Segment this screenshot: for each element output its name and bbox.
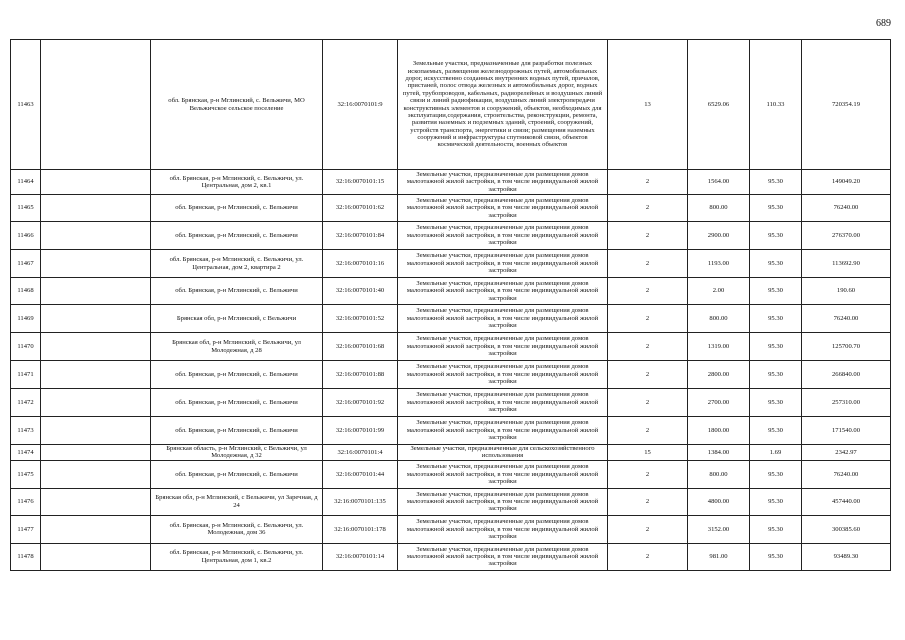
row-number: 11478 bbox=[11, 543, 41, 570]
group-number: 2 bbox=[608, 389, 688, 417]
land-use-type: Земельные участки, предназначенные для размещения домов малоэтажной жилой застройки, в том числе индивидуальной жилой застройки bbox=[398, 305, 608, 333]
land-use-type: Земельные участки, предназначенные для размещения домов малоэтажной жилой застройки, в том числе индивидуальной жилой застройки bbox=[398, 195, 608, 222]
table-row bbox=[11, 40, 891, 170]
area: 800.00 bbox=[688, 195, 750, 222]
cadastral-number: 32:16:0070101:62 bbox=[323, 195, 398, 222]
row-number: 11470 bbox=[11, 333, 41, 361]
cadastral-value: 257310.00 bbox=[802, 389, 891, 417]
empty-cell bbox=[41, 278, 151, 305]
cadastral-value: 76240.00 bbox=[802, 195, 891, 222]
cadastral-value: 457440.00 bbox=[802, 488, 891, 515]
group-number: 2 bbox=[608, 460, 688, 488]
land-use-type: Земельные участки, предназначенные для размещения домов малоэтажной жилой застройки, в том числе индивидуальной жилой застройки bbox=[398, 361, 608, 389]
address: обл. Брянская, р-н Мглинский, с. Вельжичи bbox=[151, 417, 323, 445]
row-number: 11472 bbox=[11, 389, 41, 417]
table-row bbox=[11, 170, 891, 195]
empty-cell bbox=[41, 170, 151, 195]
land-use-type: Земельные участки, предназначенные для размещения домов малоэтажной жилой застройки, в том числе индивидуальной жилой застройки bbox=[398, 417, 608, 445]
cadastral-value: 93489.30 bbox=[802, 543, 891, 570]
table-row bbox=[11, 460, 891, 488]
empty-cell bbox=[41, 333, 151, 361]
table-row bbox=[11, 278, 891, 305]
empty-cell bbox=[41, 417, 151, 445]
land-use-type: Земельные участки, предназначенные для размещения домов малоэтажной жилой застройки, в том числе индивидуальной жилой застройки bbox=[398, 515, 608, 543]
land-registry-table bbox=[10, 39, 891, 571]
specific-value: 95.30 bbox=[750, 488, 802, 515]
specific-value: 95.30 bbox=[750, 333, 802, 361]
address: обл. Брянская, р-н Мглинский, с. Вельжичи, ул. Центральная, дом 2, кв.1 bbox=[151, 170, 323, 195]
group-number: 2 bbox=[608, 361, 688, 389]
empty-cell bbox=[41, 488, 151, 515]
table-row bbox=[11, 445, 891, 461]
registry-body bbox=[11, 40, 891, 571]
area: 2800.00 bbox=[688, 361, 750, 389]
table-row bbox=[11, 515, 891, 543]
group-number: 2 bbox=[608, 417, 688, 445]
area: 4800.00 bbox=[688, 488, 750, 515]
specific-value: 95.30 bbox=[750, 195, 802, 222]
empty-cell bbox=[41, 222, 151, 250]
cadastral-number: 32:16:0070101:88 bbox=[323, 361, 398, 389]
land-use-type: Земельные участки, предназначенные для размещения домов малоэтажной жилой застройки, в том числе индивидуальной жилой застройки bbox=[398, 222, 608, 250]
cadastral-value: 190.60 bbox=[802, 278, 891, 305]
specific-value: 95.30 bbox=[750, 460, 802, 488]
area: 800.00 bbox=[688, 305, 750, 333]
cadastral-number: 32:16:0070101:135 bbox=[323, 488, 398, 515]
address: Брянская обл, р-н Мглинский, с Вельжичи, ул Молодежная, д 28 bbox=[151, 333, 323, 361]
cadastral-value: 300385.60 bbox=[802, 515, 891, 543]
empty-cell bbox=[41, 250, 151, 278]
cadastral-number: 32:16:0070101:99 bbox=[323, 417, 398, 445]
cadastral-number: 32:16:0070101:40 bbox=[323, 278, 398, 305]
address: обл. Брянская, р-н Мглинский, с. Вельжичи bbox=[151, 222, 323, 250]
cadastral-number: 32:16:0070101:44 bbox=[323, 460, 398, 488]
cadastral-value: 76240.00 bbox=[802, 305, 891, 333]
table-row bbox=[11, 195, 891, 222]
specific-value: 95.30 bbox=[750, 250, 802, 278]
group-number: 2 bbox=[608, 488, 688, 515]
group-number: 2 bbox=[608, 543, 688, 570]
address: Брянская область, р-н Мглинский, с Вельжичи, ул Молодежная, д 32 bbox=[151, 445, 323, 461]
land-use-type: Земельные участки, предназначенные для размещения домов малоэтажной жилой застройки, в том числе индивидуальной жилой застройки bbox=[398, 250, 608, 278]
empty-cell bbox=[41, 543, 151, 570]
table-row bbox=[11, 361, 891, 389]
cadastral-number: 32:16:0070101:84 bbox=[323, 222, 398, 250]
specific-value: 95.30 bbox=[750, 417, 802, 445]
land-use-type: Земельные участки, предназначенные для размещения домов малоэтажной жилой застройки, в том числе индивидуальной жилой застройки bbox=[398, 389, 608, 417]
address: обл. Брянская, р-н Мглинский, с. Вельжичи bbox=[151, 278, 323, 305]
group-number: 2 bbox=[608, 515, 688, 543]
group-number: 2 bbox=[608, 305, 688, 333]
row-number: 11468 bbox=[11, 278, 41, 305]
area: 6529.06 bbox=[688, 40, 750, 170]
address: обл. Брянская, р-н Мглинский, с. Вельжичи, ул. Центральная, дом 2, квартира 2 bbox=[151, 250, 323, 278]
table-row bbox=[11, 417, 891, 445]
empty-cell bbox=[41, 40, 151, 170]
cadastral-value: 125700.70 bbox=[802, 333, 891, 361]
cadastral-value: 171540.00 bbox=[802, 417, 891, 445]
area: 981.00 bbox=[688, 543, 750, 570]
land-use-type: Земельные участки, предназначенные для сельскохозяйственного использования bbox=[398, 445, 608, 461]
row-number: 11476 bbox=[11, 488, 41, 515]
specific-value: 110.33 bbox=[750, 40, 802, 170]
group-number: 2 bbox=[608, 222, 688, 250]
land-use-type: Земельные участки, предназначенные для размещения домов малоэтажной жилой застройки, в том числе индивидуальной жилой застройки bbox=[398, 543, 608, 570]
land-use-type: Земельные участки, предназначенные для размещения домов малоэтажной жилой застройки, в том числе индивидуальной жилой застройки bbox=[398, 278, 608, 305]
land-use-type: Земельные участки, предназначенные для разработки полезных ископаемых, размещения железнодорожных путей, автомобильных дорог, искусственно созданных внутренних водных путей, причалов, пристаней, полос отвода железных и автомобильных дорог, водных путей, трубопроводов, кабельных, радиорелейных и воздушных линий связи и линий радиофикации, воздушных линий электропередачи конструктивных элементов и сооружений, объектов, необходимых для эксплуатации,содержания, строительства, реконструкции, ремонта, развития наземных и подземных зданий, строений, сооружений, устройств транспорта, энергетики и связи; размещения наземных сооружений и инфраструктуры спутниковой связи, объектов космической деятельности, военных объектов bbox=[398, 40, 608, 170]
cadastral-value: 76240.00 bbox=[802, 460, 891, 488]
cadastral-number: 32:16:0070101:178 bbox=[323, 515, 398, 543]
area: 1319.00 bbox=[688, 333, 750, 361]
row-number: 11465 bbox=[11, 195, 41, 222]
group-number: 13 bbox=[608, 40, 688, 170]
specific-value: 95.30 bbox=[750, 222, 802, 250]
area: 1564.00 bbox=[688, 170, 750, 195]
row-number: 11469 bbox=[11, 305, 41, 333]
group-number: 2 bbox=[608, 250, 688, 278]
row-number: 11477 bbox=[11, 515, 41, 543]
empty-cell bbox=[41, 389, 151, 417]
specific-value: 1.69 bbox=[750, 445, 802, 461]
cadastral-number: 32:16:0070101:9 bbox=[323, 40, 398, 170]
address: Брянская обл, р-н Мглинский, с Вельжичи bbox=[151, 305, 323, 333]
land-use-type: Земельные участки, предназначенные для размещения домов малоэтажной жилой застройки, в том числе индивидуальной жилой застройки bbox=[398, 170, 608, 195]
specific-value: 95.30 bbox=[750, 170, 802, 195]
row-number: 11467 bbox=[11, 250, 41, 278]
specific-value: 95.30 bbox=[750, 305, 802, 333]
address: обл. Брянская, р-н Мглинский, с. Вельжичи bbox=[151, 460, 323, 488]
empty-cell bbox=[41, 515, 151, 543]
row-number: 11466 bbox=[11, 222, 41, 250]
cadastral-number: 32:16:0070101:52 bbox=[323, 305, 398, 333]
cadastral-number: 32:16:0070101:14 bbox=[323, 543, 398, 570]
empty-cell bbox=[41, 445, 151, 461]
area: 1800.00 bbox=[688, 417, 750, 445]
group-number: 2 bbox=[608, 170, 688, 195]
table-row bbox=[11, 543, 891, 570]
address: обл. Брянская, р-н Мглинский, с. Вельжичи bbox=[151, 361, 323, 389]
specific-value: 95.30 bbox=[750, 361, 802, 389]
row-number: 11473 bbox=[11, 417, 41, 445]
address: обл. Брянская, р-н Мглинский, с. Вельжичи bbox=[151, 195, 323, 222]
table-row bbox=[11, 488, 891, 515]
row-number: 11464 bbox=[11, 170, 41, 195]
address: Брянская обл, р-н Мглинский, с Вельжичи, ул Заречная, д 24 bbox=[151, 488, 323, 515]
area: 1384.00 bbox=[688, 445, 750, 461]
cadastral-value: 720354.19 bbox=[802, 40, 891, 170]
row-number: 11475 bbox=[11, 460, 41, 488]
area: 1193.00 bbox=[688, 250, 750, 278]
table-row bbox=[11, 333, 891, 361]
address: обл. Брянская, р-н Мглинский, с. Вельжичи, МО Вельжичское сельское поселение bbox=[151, 40, 323, 170]
cadastral-number: 32:16:0070101:16 bbox=[323, 250, 398, 278]
cadastral-value: 266840.00 bbox=[802, 361, 891, 389]
area: 2.00 bbox=[688, 278, 750, 305]
cadastral-value: 2342.97 bbox=[802, 445, 891, 461]
empty-cell bbox=[41, 460, 151, 488]
group-number: 2 bbox=[608, 195, 688, 222]
address: обл. Брянская, р-н Мглинский, с. Вельжичи, ул. Молодежная, дом 36 bbox=[151, 515, 323, 543]
table-row bbox=[11, 222, 891, 250]
area: 2900.00 bbox=[688, 222, 750, 250]
cadastral-number: 32:16:0070101:15 bbox=[323, 170, 398, 195]
row-number: 11474 bbox=[11, 445, 41, 461]
area: 2700.00 bbox=[688, 389, 750, 417]
empty-cell bbox=[41, 305, 151, 333]
cadastral-value: 276370.00 bbox=[802, 222, 891, 250]
area: 3152.00 bbox=[688, 515, 750, 543]
land-use-type: Земельные участки, предназначенные для размещения домов малоэтажной жилой застройки, в том числе индивидуальной жилой застройки bbox=[398, 460, 608, 488]
row-number: 11471 bbox=[11, 361, 41, 389]
table-row bbox=[11, 305, 891, 333]
cadastral-value: 149049.20 bbox=[802, 170, 891, 195]
land-use-type: Земельные участки, предназначенные для размещения домов малоэтажной жилой застройки, в том числе индивидуальной жилой застройки bbox=[398, 333, 608, 361]
cadastral-value: 113692.90 bbox=[802, 250, 891, 278]
empty-cell bbox=[41, 195, 151, 222]
table-row bbox=[11, 389, 891, 417]
row-number: 11463 bbox=[11, 40, 41, 170]
specific-value: 95.30 bbox=[750, 515, 802, 543]
specific-value: 95.30 bbox=[750, 543, 802, 570]
group-number: 2 bbox=[608, 278, 688, 305]
cadastral-number: 32:16:0070101:92 bbox=[323, 389, 398, 417]
table-row bbox=[11, 250, 891, 278]
specific-value: 95.30 bbox=[750, 278, 802, 305]
area: 800.00 bbox=[688, 460, 750, 488]
group-number: 15 bbox=[608, 445, 688, 461]
land-use-type: Земельные участки, предназначенные для размещения домов малоэтажной жилой застройки, в том числе индивидуальной жилой застройки bbox=[398, 488, 608, 515]
address: обл. Брянская, р-н Мглинский, с. Вельжичи, ул. Центральная, дом 1, кв.2 bbox=[151, 543, 323, 570]
group-number: 2 bbox=[608, 333, 688, 361]
page-number: 689 bbox=[876, 18, 891, 29]
specific-value: 95.30 bbox=[750, 389, 802, 417]
empty-cell bbox=[41, 361, 151, 389]
address: обл. Брянская, р-н Мглинский, с. Вельжичи bbox=[151, 389, 323, 417]
cadastral-number: 32:16:0070101:4 bbox=[323, 445, 398, 461]
cadastral-number: 32:16:0070101:68 bbox=[323, 333, 398, 361]
